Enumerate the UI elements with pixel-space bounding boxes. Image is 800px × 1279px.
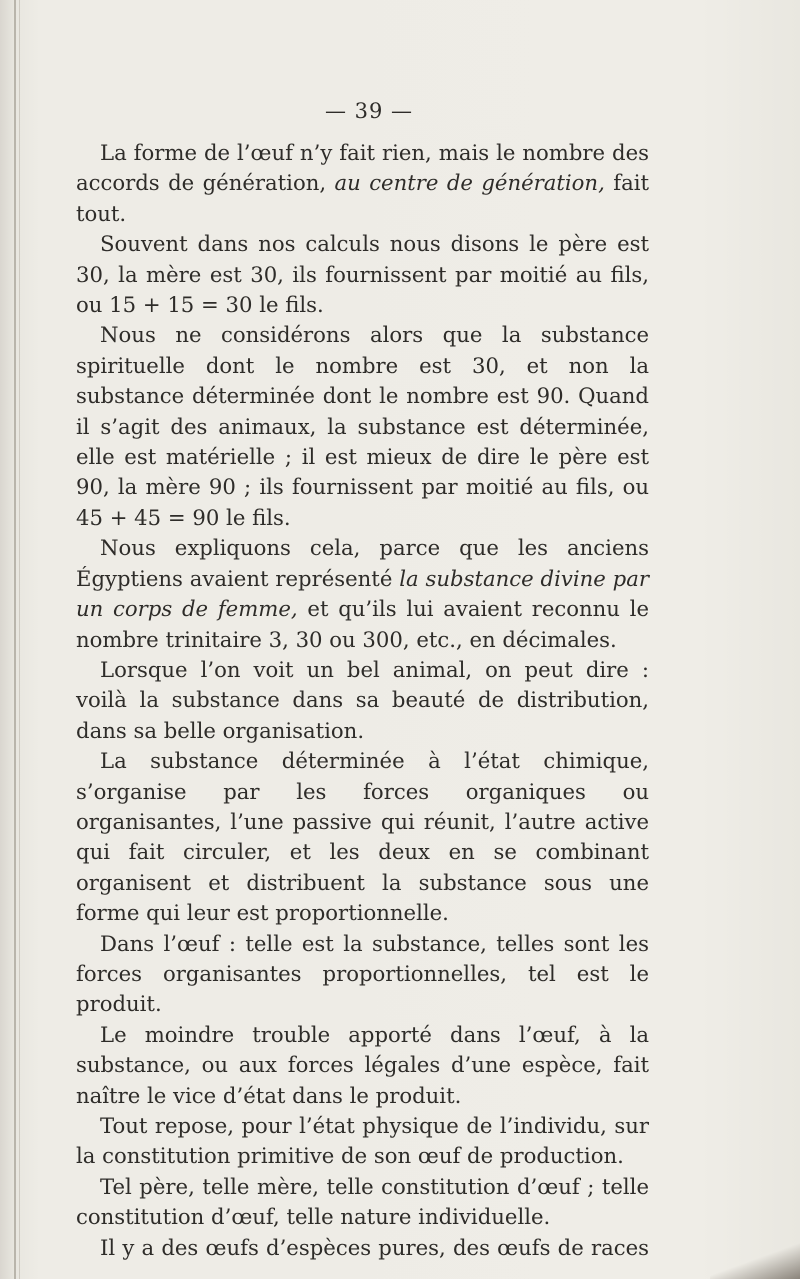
page-binding-edge xyxy=(14,0,16,1279)
italic-text: la substance divine par un corps de femme, xyxy=(76,565,649,622)
body-text xyxy=(76,138,649,1263)
paragraph-text: Nous expliquons cela, parce que les anciens Égyptiens avaient représenté xyxy=(76,535,649,591)
paragraph xyxy=(76,1111,649,1172)
paragraph-text: Il y a des œufs d’espèces pures, des œufs de races xyxy=(100,1234,649,1260)
paragraph xyxy=(76,746,649,928)
paragraph-text: et qu’ils lui avaient reconnu le nombre trinitaire 3, 30 ou 300, etc., en décimales. xyxy=(76,596,649,652)
paragraph-text: Dans l’œuf : telle est la substance, telles sont les forces organisantes proportionnelles, tel est le produit. xyxy=(76,930,649,1017)
paragraph xyxy=(76,929,649,1020)
paragraph-text: Tel père, telle mère, telle constitution d’œuf ; telle constitution d’œuf, telle nature individuelle. xyxy=(76,1173,649,1230)
paragraph xyxy=(76,1172,649,1233)
page-corner-shadow xyxy=(710,1239,800,1279)
paragraph-text: Nous ne considérons alors que la substance spirituelle dont le nombre est 30, et non la substance déterminée dont le nombre est 90. Quand il s’agit des animaux, la substance est déterminée, elle est matérielle ; il est mieux de dire le père est 90, la mère 90 ; ils fournissent par moitié au fils, ou 45 + 45 = 90 le fils. xyxy=(76,322,649,530)
page-binding-shadow xyxy=(19,0,20,1279)
paragraph-text: Souvent dans nos calculs nous disons le père est 30, la mère est 30, ils fournissent par moitié au fils, ou 15 + 15 = 30 le fils. xyxy=(76,231,649,318)
paragraph xyxy=(76,533,649,655)
paragraph-text: La substance déterminée à l’état chimique, s’organise par les forces organiques ou organisantes, l’une passive qui réunit, l’autre active qui fait circuler, et les deux en se combinant organisent et distribuent la substance sous une forme qui leur est proportionnelle. xyxy=(76,748,649,926)
paragraph-text: Tout repose, pour l’état physique de l’individu, sur la constitution primitive de son œuf de production. xyxy=(76,1113,649,1169)
paragraph xyxy=(76,1020,649,1111)
paragraph xyxy=(76,320,649,533)
paragraph-text: Le moindre trouble apporté dans l’œuf, à la substance, ou aux forces légales d’une espèce, fait naître le vice d’état dans le produit. xyxy=(76,1021,649,1108)
paragraph xyxy=(76,229,649,320)
paragraph xyxy=(76,655,649,746)
paragraph xyxy=(76,138,649,229)
paragraph-text: Lorsque l’on voit un bel animal, on peut dire : voilà la substance dans sa beauté de distribution, dans sa belle organisation. xyxy=(76,656,649,743)
page-number: — 39 — xyxy=(324,99,414,123)
paragraph-text: fait tout. xyxy=(76,170,650,226)
paragraph xyxy=(76,1233,649,1263)
paragraph-text: La forme de l’œuf n’y fait rien, mais le nombre des accords de génération, xyxy=(76,140,649,196)
italic-text: au centre de génération, xyxy=(334,170,605,196)
